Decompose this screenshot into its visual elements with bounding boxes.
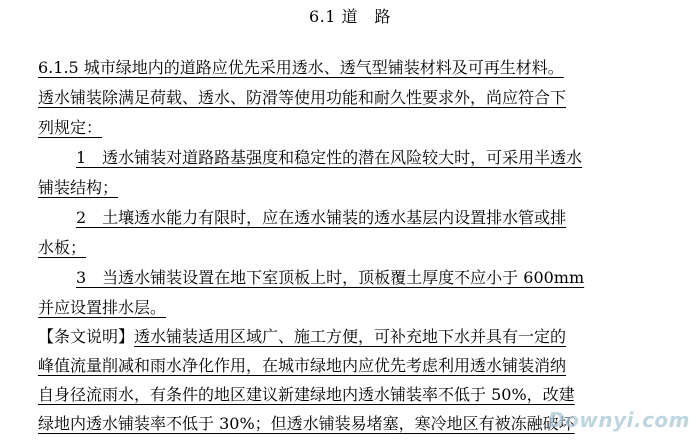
item-2-line-2: 水板； xyxy=(38,238,87,257)
item-3-line-2: 并应设置排水层。 xyxy=(38,298,167,317)
explanation-line-4: 绿地内透水铺装率不低于 30%；但透水铺装易堵塞，寒冷地区有被冻融破坏 xyxy=(38,414,575,433)
item-2-line-1: 2 土壤透水能力有限时，应在透水铺装的透水基层内设置排水管或排 xyxy=(76,208,567,227)
explanation-line-1 xyxy=(38,326,566,348)
watermark-logo: Downyi.com xyxy=(548,408,690,432)
clause-6-1-5-line-3: 列规定： xyxy=(38,118,103,137)
explanation-text: 透水铺装适用区域广、施工方便，可补充地下水并具有一定的 xyxy=(134,327,567,346)
item-1-line-1: 1 透水铺装对道路路基强度和稳定性的潜在风险较大时，可采用半透水 xyxy=(76,148,583,167)
item-3-line-1: 3 当透水铺装设置在地下室顶板上时，顶板覆土厚度不应小于 600mm xyxy=(76,268,585,287)
clause-6-1-5-line-1: 6.1.5 城市绿地内的道路应优先采用透水、透气型铺装材料及可再生材料。 xyxy=(38,58,564,77)
clause-6-1-5-line-2: 透水铺装除满足荷载、透水、防滑等使用功能和耐久性要求外，尚应符合下 xyxy=(38,88,567,107)
explanation-label: 【条文说明】 xyxy=(38,327,135,346)
explanation-line-3: 自身径流雨水，有条件的地区建议新建绿地内透水铺装率不低于 50%，改建 xyxy=(38,385,575,404)
explanation-line-2: 峰值流量削减和雨水净化作用，在城市绿地内应优先考虑利用透水铺装消纳 xyxy=(38,356,567,375)
section-title: 6.1 道 路 xyxy=(308,7,392,26)
item-1-line-2: 铺装结构； xyxy=(38,178,119,197)
